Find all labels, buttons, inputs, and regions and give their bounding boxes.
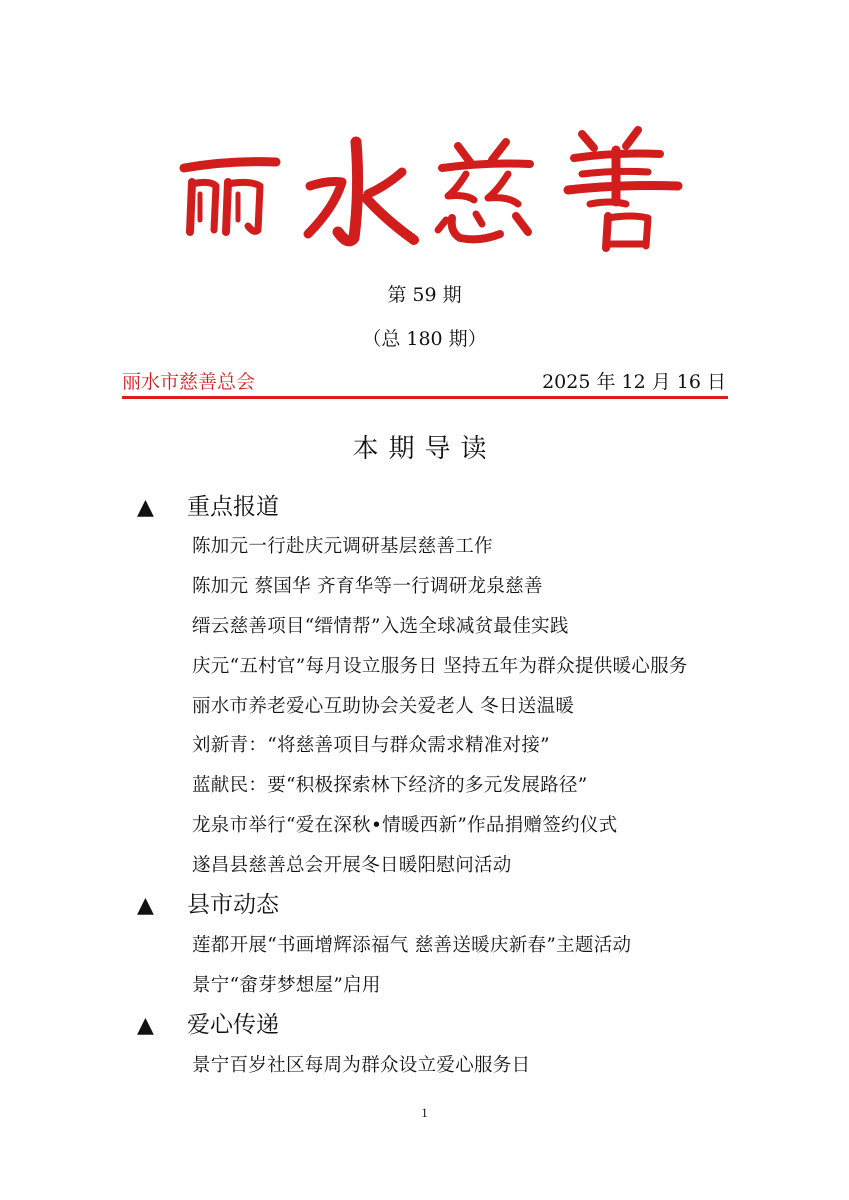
header-divider <box>122 396 728 399</box>
toc-item: 庆元“五村官”每月设立服务日 坚持五年为群众提供暖心服务 <box>192 656 688 677</box>
toc-item: 龙泉市举行“爱在深秋•情暖西新”作品捐赠签约仪式 <box>192 815 618 836</box>
toc-item: 莲都开展“书画增辉添福气 慈善送暖庆新春”主题活动 <box>192 935 632 956</box>
section-heading-county-news <box>137 886 279 920</box>
section-heading-label: 重点报道 <box>187 494 279 520</box>
issue-number: 第 59 期 <box>387 284 462 306</box>
issue-total: （总 180 期） <box>362 328 487 350</box>
section-heading-love-relay <box>137 1006 279 1040</box>
toc-title: 本期导读 <box>352 434 497 464</box>
toc-item: 缙云慈善项目“缙情帮”入选全球减贫最佳实践 <box>192 616 569 637</box>
triangle-icon: ▲ <box>137 495 154 520</box>
section-heading-label: 爱心传递 <box>187 1012 279 1038</box>
triangle-icon: ▲ <box>137 893 154 918</box>
toc-item: 景宁百岁社区每周为群众设立爱心服务日 <box>192 1055 531 1076</box>
section-heading-label: 县市动态 <box>187 892 279 918</box>
organization-name: 丽水市慈善总会 <box>122 371 256 393</box>
issue-date: 2025 年 12 月 16 日 <box>542 371 726 393</box>
masthead-calligraphy <box>170 120 690 255</box>
toc-item: 景宁“畲芽梦想屋”启用 <box>192 975 381 996</box>
toc-item: 丽水市养老爱心互助协会关爱老人 冬日送温暖 <box>192 696 575 717</box>
toc-item: 刘新青：“将慈善项目与群众需求精准对接” <box>192 735 550 756</box>
triangle-icon: ▲ <box>137 1013 154 1038</box>
toc-item: 蓝献民：要“积极探索林下经济的多元发展路径” <box>192 775 588 796</box>
publisher-row <box>122 367 728 395</box>
masthead-calligraphy-art <box>170 120 690 255</box>
toc-item: 陈加元 蔡国华 齐育华等一行调研龙泉慈善 <box>192 576 543 597</box>
page-number: 1 <box>421 1105 428 1120</box>
toc-item: 遂昌县慈善总会开展冬日暖阳慰问活动 <box>192 855 512 876</box>
section-heading-key-reports <box>137 488 279 522</box>
toc-item: 陈加元一行赴庆元调研基层慈善工作 <box>192 536 493 557</box>
